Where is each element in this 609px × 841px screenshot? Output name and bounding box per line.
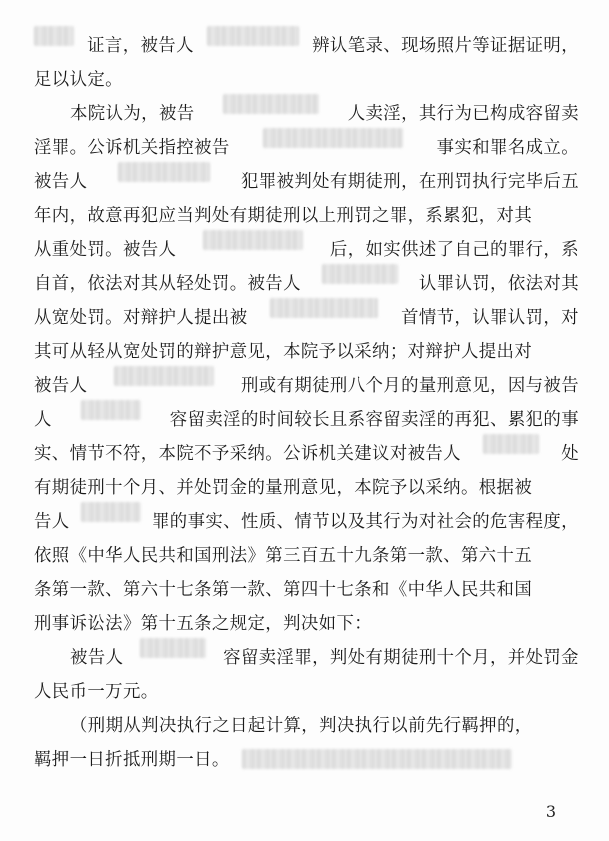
- text-segment: 被告人: [70, 648, 124, 668]
- text-segment: 告人: [34, 512, 70, 532]
- text-segment: 自首，依法对其从轻处罚。被告人: [34, 274, 301, 294]
- redaction: [322, 264, 398, 284]
- redaction: [483, 434, 539, 454]
- redaction: [140, 638, 206, 658]
- text-segment: 其可从轻从宽处罚的辩护意见，本院予以采纳；对辩护人提出对: [34, 342, 533, 362]
- text-segment: 从宽处罚。对辩护人提出被: [34, 308, 248, 328]
- text-line: [34, 63, 123, 97]
- text-segment: 容留卖淫的时间较长且系容留卖淫的再犯、累犯的事: [169, 410, 579, 430]
- text-segment: 实、情节不符，本院不予采纳。公诉机关建议对被告人: [34, 444, 461, 464]
- text-segment: 条第一款、第六十七条第一款、第四十七条和《中华人民共和国: [34, 580, 533, 600]
- redaction: [242, 749, 512, 769]
- redaction: [207, 26, 299, 46]
- text-line: [70, 97, 579, 131]
- redaction: [118, 162, 210, 182]
- text-segment: 处: [561, 444, 579, 464]
- text-segment: 年内，故意再犯应当判处有期徒刑以上刑罚之罪，系累犯，对其: [34, 206, 533, 226]
- text-segment: 人卖淫，其行为已构成容留卖: [347, 104, 579, 124]
- text-line: [34, 505, 579, 539]
- text-line: [34, 471, 532, 505]
- text-segment: 依照《中华人民共和国刑法》第三百五十九条第一款、第六十五: [34, 546, 533, 566]
- text-segment: 辨认笔录、现场照片等证据证明，: [312, 36, 579, 56]
- text-line: [34, 233, 579, 267]
- text-segment: 人: [34, 410, 52, 430]
- text-line: [34, 165, 579, 199]
- text-segment: 刑或有期徒刑八个月的量刑意见，因与被告: [240, 376, 579, 396]
- text-segment: 淫罪。公诉机关指控被告: [34, 138, 230, 158]
- text-line: [70, 709, 533, 743]
- text-segment: （刑期从判决执行之日起计算，判决执行以前先行羁押的，: [70, 716, 533, 736]
- text-line: [34, 403, 579, 437]
- text-segment: 容留卖淫罪，判处有期徒刑十个月，并处罚金: [223, 648, 579, 668]
- text-segment: 犯罪被判处有期徒刑，在刑罚执行完毕后五: [240, 172, 579, 192]
- redaction: [223, 94, 319, 114]
- text-segment: 首情节，认罪认罚，对: [401, 308, 579, 328]
- redaction: [34, 26, 74, 46]
- redaction: [270, 298, 378, 318]
- text-line: [34, 199, 532, 233]
- text-line: [34, 539, 532, 573]
- text-line: [34, 437, 579, 471]
- text-line: [34, 29, 579, 63]
- redaction: [81, 502, 141, 522]
- text-segment: 事实和罪名成立。: [436, 138, 579, 158]
- text-line: [34, 131, 579, 165]
- text-line: [34, 267, 579, 301]
- text-segment: 刑事诉讼法》第十五条之规定，判决如下：: [34, 614, 373, 634]
- text-line: [34, 301, 579, 335]
- text-segment: 从重处罚。被告人: [34, 240, 177, 260]
- text-segment: 足以认定。: [34, 70, 123, 90]
- text-line: [34, 369, 579, 403]
- text-segment: 认罪认罚，依法对其: [418, 274, 579, 294]
- redaction: [81, 400, 141, 420]
- redaction: [114, 366, 214, 386]
- text-line: [70, 641, 579, 675]
- page-number: 3: [545, 802, 556, 821]
- text-segment: 有期徒刑十个月、并处罚金的量刑意见，本院予以采纳。根据被: [34, 478, 533, 498]
- text-segment: 证言，被告人: [87, 36, 194, 56]
- text-segment: 羁押一日折抵刑期一日。: [34, 750, 230, 770]
- text-line: [34, 573, 532, 607]
- redaction: [203, 230, 303, 250]
- text-segment: 本院认为，被告: [70, 104, 195, 124]
- text-line: [34, 335, 532, 369]
- text-line: [34, 607, 372, 641]
- text-segment: 后，如实供述了自己的罪行，系: [329, 240, 579, 260]
- text-segment: 被告人: [34, 172, 88, 192]
- text-segment: 罪的事实、性质、情节以及其行为对社会的危害程度，: [152, 512, 579, 532]
- text-segment: 被告人: [34, 376, 88, 396]
- text-line: [34, 743, 512, 777]
- text-line: [34, 675, 159, 709]
- text-segment: 人民币一万元。: [34, 682, 159, 702]
- redaction: [263, 128, 403, 148]
